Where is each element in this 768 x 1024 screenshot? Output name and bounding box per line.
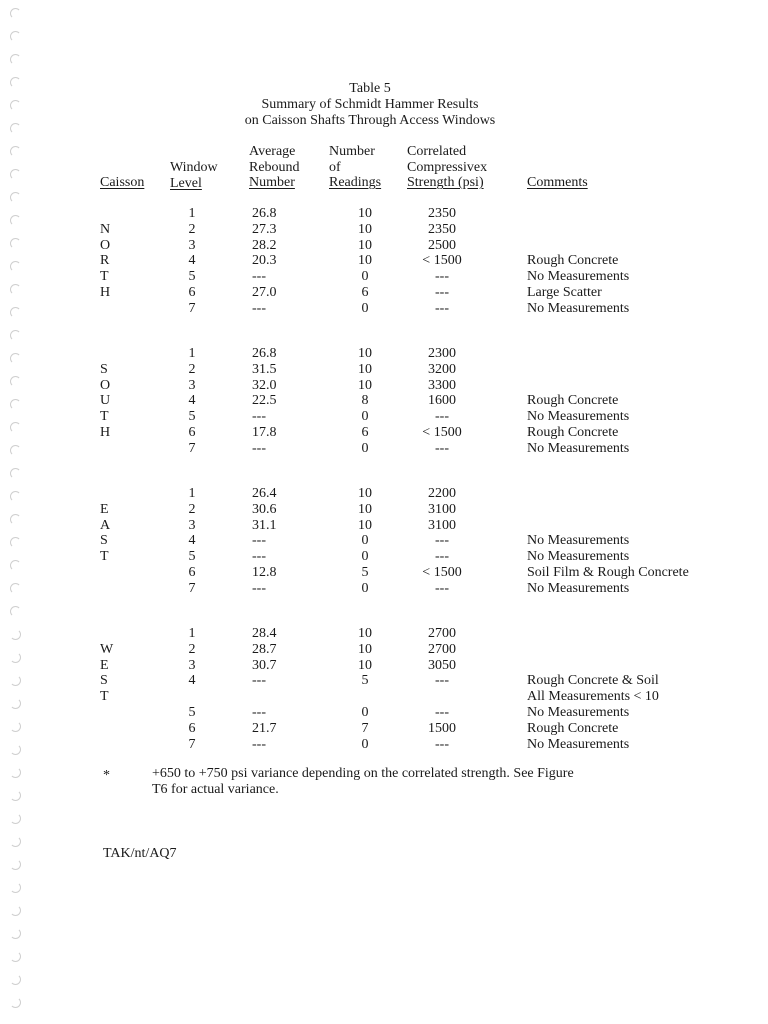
cell-level: 4 <box>188 253 196 269</box>
caisson-letter: T <box>100 549 109 565</box>
footnote-text-line1: +650 to +750 psi variance depending on the correlated strength. See Figure <box>152 766 574 781</box>
caisson-letter: N <box>100 221 111 237</box>
cell-level: 3 <box>188 657 196 673</box>
cell-level: 3 <box>188 237 196 253</box>
caisson-letter: U <box>100 393 111 409</box>
cell-readings: 10 <box>358 377 372 393</box>
binder-ring <box>10 192 21 203</box>
cell-comment: Rough Concrete <box>527 393 619 409</box>
caisson-letter: E <box>100 501 109 517</box>
cell-level: 6 <box>188 565 196 580</box>
cell-rebound: 32.0 <box>252 377 277 393</box>
cell-rebound: --- <box>252 580 266 596</box>
binder-ring <box>10 790 21 801</box>
cell-strength: --- <box>435 736 449 752</box>
binder-ring <box>10 353 21 364</box>
header-caisson: Caisson <box>100 175 145 190</box>
cell-rebound: 28.7 <box>252 641 277 657</box>
cell-level: 7 <box>188 300 196 316</box>
binder-ring <box>10 445 21 456</box>
binder-ring <box>10 399 21 410</box>
cell-strength: 3200 <box>428 361 456 377</box>
caisson-letter: T <box>100 269 109 285</box>
table-heading: Summary of Schmidt Hammer Results <box>261 97 479 112</box>
cell-readings: 10 <box>358 486 372 501</box>
binder-ring <box>10 997 21 1008</box>
binder-ring <box>10 31 21 42</box>
cell-readings: 10 <box>358 626 372 641</box>
cell-level: 2 <box>188 221 196 237</box>
cell-comment: Soil Film & Rough Concrete <box>527 565 689 580</box>
footnote-marker: * <box>103 768 110 783</box>
cell-comment: No Measurements <box>527 736 630 752</box>
binder-ring <box>10 284 21 295</box>
binder-ring <box>10 744 21 755</box>
cell-rebound: 31.5 <box>252 361 277 377</box>
cell-strength: --- <box>435 440 449 456</box>
cell-strength: 2350 <box>428 206 456 221</box>
cell-comment: Rough Concrete <box>527 425 619 440</box>
cell-strength: --- <box>435 705 449 720</box>
cell-strength: 2350 <box>428 221 456 237</box>
cell-rebound: --- <box>252 736 266 752</box>
cell-readings: 10 <box>358 657 372 673</box>
caisson-letter: T <box>100 689 109 705</box>
cell-readings: 10 <box>358 641 372 657</box>
cell-readings: 10 <box>358 346 372 361</box>
binder-ring <box>10 376 21 387</box>
binder-ring <box>10 54 21 65</box>
binder-ring <box>10 721 21 732</box>
cell-rebound: 27.0 <box>252 285 277 300</box>
cell-rebound: --- <box>252 533 266 549</box>
cell-readings: 0 <box>361 409 369 425</box>
cell-rebound: --- <box>252 549 266 565</box>
author-reference: TAK/nt/AQ7 <box>103 846 177 861</box>
binder-ring <box>10 330 21 341</box>
cell-rebound: 26.4 <box>252 486 277 501</box>
cell-readings: 0 <box>361 300 369 316</box>
cell-level: 4 <box>188 533 196 549</box>
cell-readings: 6 <box>361 285 369 300</box>
binder-ring <box>10 951 21 962</box>
cell-level: 1 <box>188 206 196 221</box>
cell-strength: --- <box>435 533 449 549</box>
binder-ring <box>10 928 21 939</box>
cell-strength: 1500 <box>428 720 456 736</box>
header-strength: Correlated Compressivex Strength (psi) <box>407 144 488 191</box>
binder-ring <box>10 77 21 88</box>
cell-readings: 0 <box>361 269 369 285</box>
caisson-letter: O <box>100 377 111 393</box>
cell-rebound: 26.8 <box>252 206 277 221</box>
binder-ring <box>10 882 21 893</box>
cell-strength: < 1500 <box>422 425 462 440</box>
cell-readings: 0 <box>361 736 369 752</box>
cell-rebound: --- <box>252 440 266 456</box>
cell-rebound: --- <box>252 300 266 316</box>
binder-ring <box>10 583 21 594</box>
caisson-letter: E <box>100 657 109 673</box>
cell-level: 7 <box>188 440 196 456</box>
cell-readings: 10 <box>358 253 372 269</box>
cell-level: 7 <box>188 736 196 752</box>
cell-strength: --- <box>435 580 449 596</box>
binder-ring <box>10 422 21 433</box>
cell-comment: No Measurements <box>527 300 630 316</box>
cell-readings: 7 <box>361 720 369 736</box>
cell-rebound: --- <box>252 269 266 285</box>
caisson-letter: R <box>100 253 110 269</box>
cell-level: 4 <box>188 673 196 689</box>
cell-strength: 2700 <box>428 626 456 641</box>
cell-rebound: --- <box>252 409 266 425</box>
cell-strength: --- <box>435 549 449 565</box>
cell-comment: No Measurements <box>527 549 630 565</box>
cell-level: 2 <box>188 501 196 517</box>
cell-level: 5 <box>188 269 196 285</box>
cell-strength: --- <box>435 409 449 425</box>
cell-strength: 3100 <box>428 501 456 517</box>
cell-rebound: 28.4 <box>252 626 277 641</box>
cell-strength: 3300 <box>428 377 456 393</box>
cell-strength: --- <box>435 285 449 300</box>
cell-level: 5 <box>188 549 196 565</box>
caisson-letter: W <box>100 641 114 657</box>
binder-ring <box>10 675 21 686</box>
binder-ring <box>10 652 21 663</box>
cell-readings: 5 <box>361 673 369 689</box>
cell-comment: No Measurements <box>527 409 630 425</box>
binder-ring <box>10 859 21 870</box>
caisson-letter: T <box>100 409 109 425</box>
binder-ring <box>10 560 21 571</box>
cell-comment: Rough Concrete <box>527 720 619 736</box>
table-title <box>200 81 540 129</box>
cell-comment: No Measurements <box>527 705 630 720</box>
caisson-letter: H <box>100 425 111 440</box>
cell-readings: 10 <box>358 361 372 377</box>
binder-ring <box>10 100 21 111</box>
cell-strength: --- <box>435 673 449 689</box>
cell-readings: 10 <box>358 517 372 533</box>
binder-ring <box>10 307 21 318</box>
binder-ring <box>10 123 21 134</box>
binder-ring <box>10 261 21 272</box>
cell-level: 4 <box>188 393 196 409</box>
cell-level: 6 <box>188 285 196 300</box>
cell-rebound: 27.3 <box>252 221 277 237</box>
binder-ring <box>10 491 21 502</box>
cell-strength: 3050 <box>428 657 456 673</box>
cell-rebound: 22.5 <box>252 393 277 409</box>
cell-readings: 0 <box>361 705 369 720</box>
header-rebound: Average Rebound Number <box>249 144 300 191</box>
cell-level: 1 <box>188 486 196 501</box>
caisson-letter: S <box>100 673 108 689</box>
cell-strength: 2700 <box>428 641 456 657</box>
cell-level: 1 <box>188 626 196 641</box>
cell-strength: 1600 <box>428 393 456 409</box>
table-subheading: on Caisson Shafts Through Access Windows <box>244 113 496 128</box>
cell-comment: Large Scatter <box>527 285 602 300</box>
caisson-letter: O <box>100 237 111 253</box>
cell-comment: No Measurements <box>527 269 630 285</box>
cell-readings: 5 <box>361 565 369 580</box>
binder-ring <box>10 698 21 709</box>
cell-rebound: 28.2 <box>252 237 277 253</box>
cell-strength: 3100 <box>428 517 456 533</box>
binder-ring <box>10 8 21 19</box>
cell-readings: 10 <box>358 237 372 253</box>
binder-ring <box>10 468 21 479</box>
cell-strength: 2300 <box>428 346 456 361</box>
cell-strength: --- <box>435 269 449 285</box>
binder-ring <box>10 836 21 847</box>
table-number: Table 5 <box>349 81 391 96</box>
cell-rebound: 30.7 <box>252 657 277 673</box>
cell-level: 5 <box>188 409 196 425</box>
cell-level: 1 <box>188 346 196 361</box>
binder-ring <box>10 514 21 525</box>
binder-ring <box>10 146 21 157</box>
cell-rebound: 12.8 <box>252 565 277 580</box>
binder-ring <box>10 905 21 916</box>
binder-ring <box>10 169 21 180</box>
cell-readings: 8 <box>361 393 369 409</box>
caisson-letter: A <box>100 517 111 533</box>
cell-level: 3 <box>188 517 196 533</box>
cell-level: 5 <box>188 705 196 720</box>
cell-rebound: --- <box>252 705 266 720</box>
cell-strength: < 1500 <box>422 565 462 580</box>
binder-ring <box>10 974 21 985</box>
cell-rebound: 20.3 <box>252 253 277 269</box>
cell-comment: No Measurements <box>527 440 630 456</box>
cell-comment: Rough Concrete & Soil <box>527 673 659 689</box>
cell-level: 6 <box>188 425 196 440</box>
cell-readings: 0 <box>361 440 369 456</box>
caisson-letter: H <box>100 285 111 300</box>
cell-level: 2 <box>188 641 196 657</box>
cell-readings: 10 <box>358 221 372 237</box>
cell-rebound: 21.7 <box>252 720 277 736</box>
cell-strength: --- <box>435 300 449 316</box>
binder-ring <box>10 606 21 617</box>
binder-ring <box>10 629 21 640</box>
cell-rebound: 31.1 <box>252 517 277 533</box>
cell-readings: 0 <box>361 549 369 565</box>
cell-readings: 6 <box>361 425 369 440</box>
binder-ring <box>10 238 21 249</box>
binder-ring <box>10 215 21 226</box>
cell-readings: 10 <box>358 206 372 221</box>
caisson-letter: S <box>100 533 108 549</box>
caisson-letter: S <box>100 361 108 377</box>
cell-rebound: 26.8 <box>252 346 277 361</box>
cell-strength: 2500 <box>428 237 456 253</box>
cell-strength: 2200 <box>428 486 456 501</box>
cell-readings: 0 <box>361 533 369 549</box>
header-window-level: Window Level <box>170 160 218 191</box>
cell-comment: No Measurements <box>527 580 630 596</box>
cell-level: 2 <box>188 361 196 377</box>
binder-ring <box>10 537 21 548</box>
cell-comment: All Measurements < 10 <box>527 689 659 705</box>
cell-rebound: 17.8 <box>252 425 277 440</box>
cell-comment: Rough Concrete <box>527 253 619 269</box>
cell-strength: < 1500 <box>422 253 462 269</box>
binder-ring <box>10 767 21 778</box>
header-readings: Number of Readings <box>329 144 382 191</box>
cell-level: 3 <box>188 377 196 393</box>
binder-ring <box>10 813 21 824</box>
footnote-text-line2: T6 for actual variance. <box>152 782 279 797</box>
cell-readings: 0 <box>361 580 369 596</box>
binder-holes <box>6 0 28 1024</box>
cell-rebound: --- <box>252 673 266 689</box>
cell-comment: No Measurements <box>527 533 630 549</box>
header-comments: Comments <box>527 175 588 190</box>
cell-level: 6 <box>188 720 196 736</box>
cell-level: 7 <box>188 580 196 596</box>
cell-readings: 10 <box>358 501 372 517</box>
cell-rebound: 30.6 <box>252 501 277 517</box>
